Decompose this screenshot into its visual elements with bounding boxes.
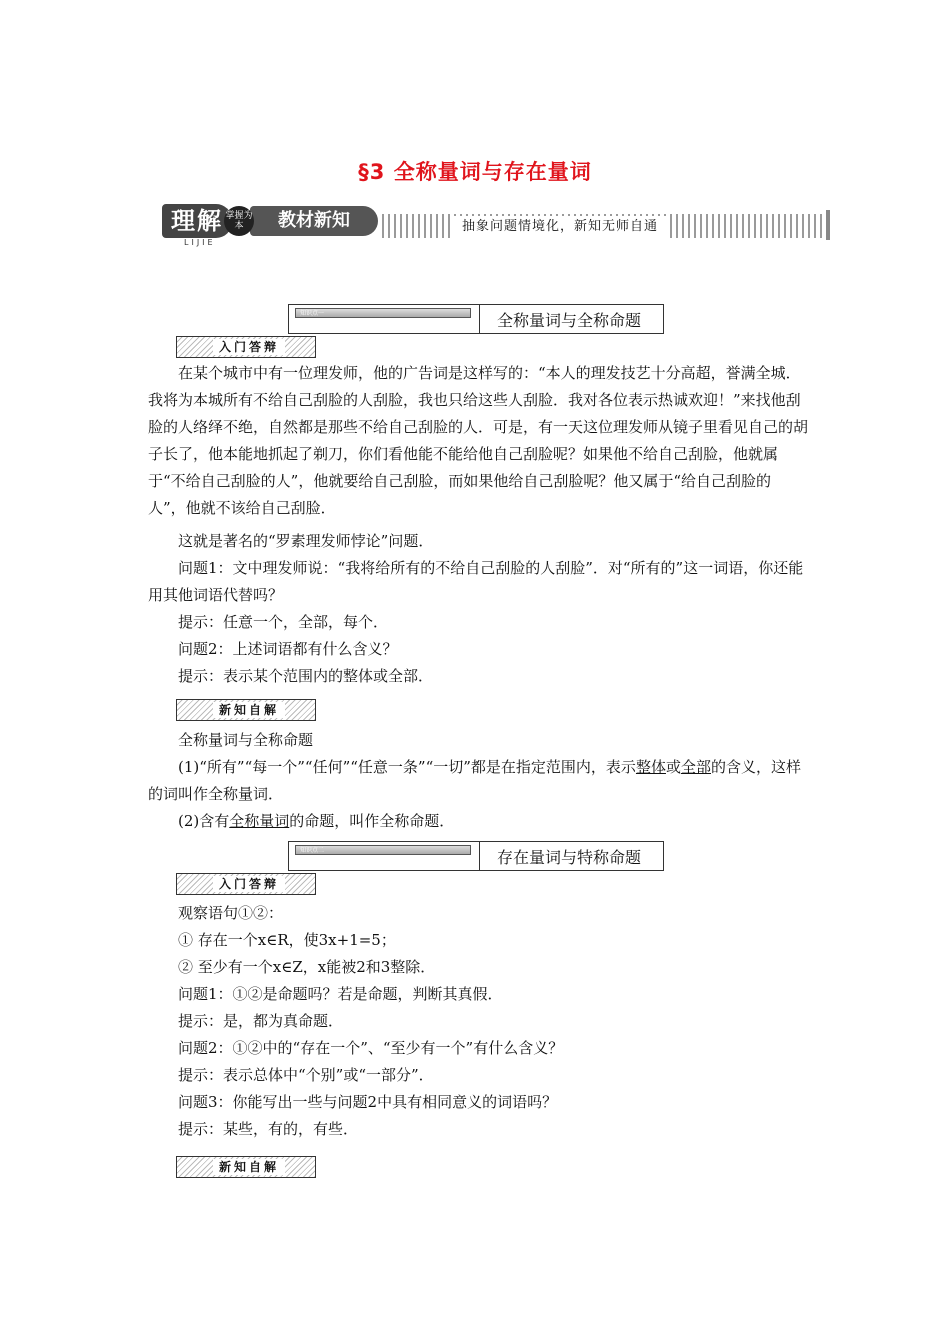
knowledge-point-title: 存在量词与特称命题	[497, 848, 642, 867]
answer-2: 提示：表示某个范围内的整体或全部．	[178, 667, 434, 685]
new-knowledge-tag-label: 新知自解	[213, 702, 285, 718]
divider	[479, 305, 480, 333]
banner-logo-pinyin: LIJIE	[184, 238, 216, 247]
new-knowledge-tag	[176, 1156, 316, 1178]
knowledge-point-title: 全称量词与全称命题	[497, 311, 642, 330]
banner-slab: 教材新知	[250, 206, 378, 236]
banner-logo: 理解	[162, 204, 232, 238]
section-banner	[162, 202, 830, 246]
banner-slogan: 抽象问题情境化，新知无师自通	[454, 216, 666, 238]
answer-2: 提示：表示总体中“个别”或“一部分”．	[178, 1066, 434, 1084]
question-3: 问题3：你能写出一些与问题2中具有相同意义的词语吗？	[178, 1093, 558, 1111]
answer-1: 提示：是，都为真命题．	[178, 1012, 344, 1030]
intro-tag	[176, 336, 316, 358]
paradox-line: 这就是著名的“罗素理发师悖论”问题．	[178, 532, 434, 550]
answer-3: 提示：某些，有的，有些．	[178, 1120, 359, 1138]
knowledge-point-label: 知识点二	[295, 845, 471, 855]
banner-circle-badge: 掌握为本	[224, 206, 254, 236]
definition-1: (1)“所有”“每一个”“任何”“任意一条”“一切”都是在指定范围内，表示整体或全部的含义，这样的词叫作全称量词．	[148, 758, 801, 803]
question-2: 问题2：上述词语都有什么含义？	[178, 640, 398, 658]
answer-1: 提示：任意一个，全部，每个．	[178, 613, 389, 631]
knowledge-point-2-header	[288, 841, 664, 871]
page-title: §3 全称量词与存在量词	[358, 160, 592, 184]
story-paragraph: 在某个城市中有一位理发师，他的广告词是这样写的：“本人的理发技艺十分高超，誉满全城．我将为本城所有不给自己刮脸的人刮脸，我也只给这些人刮脸．我对各位表示热诚欢迎！”来找他刮脸的人络绎不绝，自然都是那些不给自己刮脸的人．可是，有一天这位理发师从镜子里看见自己的胡子长了，他本能地抓起了剃刀，你们看他能不能给他自己刮脸呢？如果他不给自己刮脸，他就属于“不给自己刮脸的人”，他就要给自己刮脸，而如果他给自己刮脸呢？他又属于“给自己刮脸的人”，他就不该给自己刮脸．	[148, 364, 809, 517]
question-2: 问题2：①②中的“存在一个”、“至少有一个”有什么含义？	[178, 1039, 564, 1057]
banner-end-bar	[826, 210, 830, 240]
question-1: 问题1：①②是命题吗？若是命题，判断其真假．	[178, 985, 503, 1003]
blank-answer-all: 全部	[680, 758, 711, 776]
statement-1: ① 存在一个x∈R，使3x+1=5；	[178, 931, 396, 949]
new-knowledge-tag	[176, 699, 316, 721]
blank-answer-universal-quantifier: 全称量词	[229, 812, 290, 830]
knowledge-point-1-header	[288, 304, 664, 334]
statement-2: ② 至少有一个x∈Z，x能被2和3整除．	[178, 958, 436, 976]
intro-tag-label: 入门答辩	[213, 339, 285, 355]
observe-line: 观察语句①②：	[178, 904, 284, 922]
intro-tag	[176, 873, 316, 895]
divider	[479, 842, 480, 870]
knowledge-point-label: 知识点一	[295, 308, 471, 318]
intro-tag-label: 入门答辩	[213, 876, 285, 892]
blank-answer-whole: 整体	[635, 758, 666, 776]
section-heading: 全称量词与全称命题	[178, 731, 314, 749]
definition-2: (2)含有全称量词的命题，叫作全称命题．	[178, 812, 455, 830]
new-knowledge-tag-label: 新知自解	[213, 1159, 285, 1175]
question-1: 问题1：文中理发师说：“我将给所有的不给自己刮脸的人刮脸”．对“所有的”这一词语，你还能用其他词语代替吗？	[148, 559, 804, 604]
